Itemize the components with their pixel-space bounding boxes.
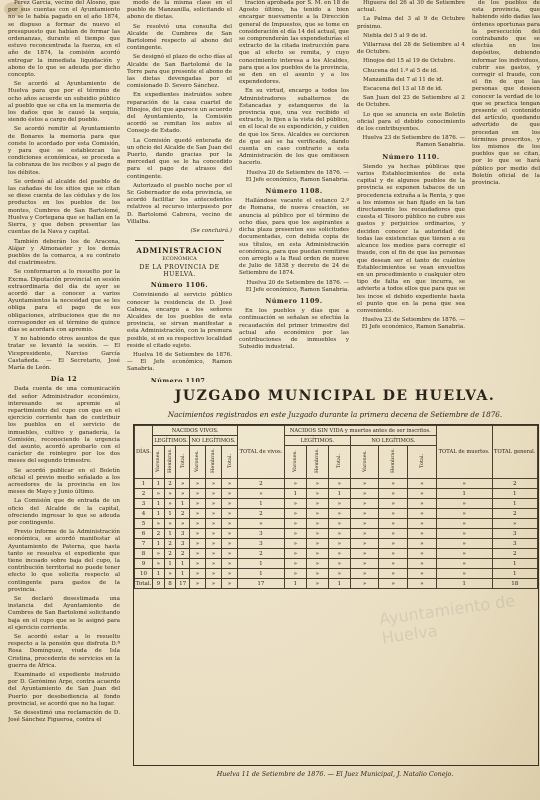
table-cell: » xyxy=(408,559,437,569)
table-cell: 17 xyxy=(176,579,190,589)
paragraph: Higuera del 26 al 30 de Setiembre actual. xyxy=(357,0,465,14)
table-cell: 1 xyxy=(153,569,165,579)
signature: Huelva 23 de Setiembre de 1876. — El Jefe económico, Ramon Sanabria. xyxy=(361,317,465,331)
table-cell: » xyxy=(436,549,492,559)
table-cell: 17 xyxy=(238,579,285,589)
paragraph: Hinojos del 15 al 19 de Octubre. xyxy=(363,58,456,65)
table-cell: » xyxy=(222,579,238,589)
table-row xyxy=(135,519,538,529)
table-cell: 1 xyxy=(492,559,537,569)
table-cell: 1 xyxy=(153,539,165,549)
table-cell: 1 xyxy=(238,499,285,509)
col-header-hembras xyxy=(164,446,176,479)
table-row xyxy=(135,569,538,579)
paragraph: Autorizado el pueblo noche por el Sr. Gobernador de esta provincia, se acordó facilitar los antecedentes relativos al recurso interpuesto por D. Bartolomé Cabrera, vecino de Villalba. xyxy=(127,182,232,225)
table-cell: 2 xyxy=(153,529,165,539)
paragraph: También deberán los de Aracena, Alájar y Almonaster y los demás pueblos de la comarca, a su contrato del cuatrimestre. xyxy=(8,238,120,267)
table-cell: » xyxy=(436,509,492,519)
col-header-hembras xyxy=(306,446,328,479)
paragraph: Se ordenó al alcalde del pueblo de las cañadas de los sitios que se citan se diese cuenta de las cédulas y de los productos en los pueblos de los montes, Cumbres de San Bartolomé, Huelva y Cortegana que se hallan en la Sierra, y que deben presentar las cuentas de la Nava y capital. xyxy=(8,178,120,236)
table-cell: » xyxy=(328,539,350,549)
paragraph: San Juan del 23 de Setiembre al 2 de Octubre. xyxy=(357,95,465,109)
to-be-continued: (Se concluirá.) xyxy=(190,228,232,235)
paragraph: Conviniendo al servicio público conocer la residencia de D. José Cabeza, encargo a los señores Alcaldes de los pueblos de esta provincia, se sirvan manifestar a esta Administración, con la premura posible, si en su respectivo localidad reside el citado sujeto. xyxy=(127,292,232,349)
col-header-label: Total. xyxy=(418,453,425,469)
table-cell: » xyxy=(436,529,492,539)
table-cell: » xyxy=(222,499,238,509)
paragraph: Lo que se anuncia en este Boletín oficial para el debido conocimiento de los contribuyentes. xyxy=(357,111,465,133)
table-row xyxy=(135,549,538,559)
table-cell: » xyxy=(205,579,221,589)
table-cell: » xyxy=(328,509,350,519)
col-header-total-dead: TOTAL de muertos. xyxy=(436,426,492,479)
col-header-label: Hembras. xyxy=(314,448,321,474)
table-cell: » xyxy=(205,489,221,499)
table-cell: » xyxy=(408,519,437,529)
table-cell: 3 xyxy=(135,499,153,509)
table-cell: » xyxy=(328,499,350,509)
paragraph: La Comisión que de entrada de un oficio del Alcalde de la capital, ofreciendo ingresar lo que se adeuda por contingente. xyxy=(8,498,120,527)
col-header-legit: LEGÍTIMOS. xyxy=(284,436,350,446)
paragraph: En los pueblos y días que a continuación se señalan se efectúa la recaudación del primer trimestre del actual año económico por las contribuciones de inmuebles y Subsidio industrial. xyxy=(239,308,349,351)
table-cell: » xyxy=(164,499,176,509)
table-cell: 3 xyxy=(238,539,285,549)
table-cell: » xyxy=(436,559,492,569)
table-cell: » xyxy=(350,539,379,549)
table-cell: » xyxy=(306,489,328,499)
table-cell: » xyxy=(350,479,379,489)
table-cell: » xyxy=(284,499,306,509)
table-cell: » xyxy=(379,519,408,529)
table-cell: » xyxy=(306,579,328,589)
table-cell: 1 xyxy=(328,489,350,499)
table-cell: » xyxy=(306,539,328,549)
table-cell: » xyxy=(436,539,492,549)
notice-number: Número 1108. xyxy=(265,187,323,196)
table-cell: 1 xyxy=(135,479,153,489)
table-cell: » xyxy=(205,549,221,559)
table-cell: » xyxy=(284,479,306,489)
table-cell: 5 xyxy=(135,519,153,529)
col-header-varones xyxy=(153,446,165,479)
table-cell: » xyxy=(408,489,437,499)
table-cell: » xyxy=(436,499,492,509)
table-cell: 8 xyxy=(164,579,176,589)
table-footer-signature: Huelva 11 de Setiembre de 1876. — El Juez Municipal, J. Natalio Conejo. xyxy=(216,770,454,778)
table-cell: » xyxy=(153,549,165,559)
table-cell: » xyxy=(222,549,238,559)
table-cell: » xyxy=(436,569,492,579)
table-cell: 8 xyxy=(135,549,153,559)
col-header-nonlegit: NO LEGÍTIMOS. xyxy=(350,436,436,446)
col-header-label: Hembras. xyxy=(210,448,217,474)
paragraph: Hallándose vacante el estanco 2.º de Romana, de nueva creación, se anuncia al público por el término de ocho días, para que los aspirantes a dicha plaza presenten sus solicitudes documentadas, con debida copia de sus títulos, en esta Administración económica, para que puedan remitirse con arreglo a la Real orden de nueve de Julio de 1838 y decreto de 24 de Setiembre de 1874. xyxy=(239,198,349,277)
table-cell: » xyxy=(189,519,205,529)
table-cell: » xyxy=(328,569,350,579)
notice-number: Número 1107. xyxy=(150,376,209,382)
table-cell: » xyxy=(284,539,306,549)
table-cell: » xyxy=(350,499,379,509)
table-cell: » xyxy=(328,479,350,489)
col-header-total-general: TOTAL general. xyxy=(492,426,537,479)
table-cell: » xyxy=(189,529,205,539)
table-cell: » xyxy=(379,569,408,579)
table-cell: » xyxy=(350,489,379,499)
col-header-label: Total. xyxy=(179,453,186,469)
table-cell: » xyxy=(408,509,437,519)
table-cell: 1 xyxy=(176,499,190,509)
paragraph: Se acordó estar a lo resuelto respecto a la pensión que disfruta D.ª Rosa Domínguez, viuda de Isla Cristina, procedente de servicios en la guerra de África. xyxy=(8,634,120,669)
col-header-label: Varones. xyxy=(194,450,201,472)
paragraph: Huelva 16 de Setiembre de 1876. — El Jefe económico, Ramon Sanabria. xyxy=(127,351,232,373)
table-cell: » xyxy=(379,539,408,549)
col-header-born-dead: NACIDOS SIN VIDA y muertos antes de ser inscritos. xyxy=(284,426,436,436)
table-cell: 1 xyxy=(153,509,165,519)
notice-number: Número 1110. xyxy=(382,152,440,161)
table-cell: » xyxy=(222,559,238,569)
table-cell: 1 xyxy=(492,569,537,579)
col-header-days: DÍAS. xyxy=(135,426,153,479)
table-cell: » xyxy=(205,509,221,519)
col-header-label: Total. xyxy=(336,453,343,469)
table-cell: » xyxy=(306,509,328,519)
table-cell: 2 xyxy=(176,549,190,559)
table-row xyxy=(135,499,538,509)
table-cell: 1 xyxy=(153,499,165,509)
table-cell: » xyxy=(408,569,437,579)
table-cell: » xyxy=(164,489,176,499)
table-cell: 1 xyxy=(436,489,492,499)
table-cell: » xyxy=(205,499,221,509)
paragraph: Siendo ya hechas públicas que varios Establecimientos de esta capital y de algunos pueblos de la provincia se exponen tabacos de un procedencia extraña a la Renta, y que a los mismos se han fijado en la tan directamente los recaudadores que cuesta el Tesoro público no cubre sus gastos y perjuicios ordinarios, y deciden conocer la autoridad de todas las existencias que tienen a su alcance los medios para corregir el fraude, con el fin de que las personas que desean ser el tanto de cuántos Establecimientos se vean envueltos en un procedimiento o cualquier otro tipo de falta en que incurra, se advierte a todos ellos que para que se les incoe el debido expediente hasta el punto que en la pena que sea conveniente. xyxy=(357,163,465,314)
table-cell: 2 xyxy=(135,489,153,499)
table-cell: » xyxy=(328,529,350,539)
signature: Huelva 20 de Setiembre de 1876. — El Jefe económico, Ramon Sanabria. xyxy=(245,279,349,293)
table-cell: » xyxy=(176,489,190,499)
table-cell: » xyxy=(328,519,350,529)
table-cell: » xyxy=(379,559,408,569)
table-cell: 1 xyxy=(238,569,285,579)
paragraph: Villarrasa del 28 de Setiembre al 4 de Octubre. xyxy=(357,42,465,56)
column-4 xyxy=(357,0,465,382)
table-cell: » xyxy=(153,489,165,499)
table-cell: » xyxy=(189,499,205,509)
table-cell: » xyxy=(328,549,350,559)
paragraph: modo de la misma clase en el pueblo de Manzanilla, solicitando el abono de dietas. xyxy=(127,0,232,21)
table-cell: » xyxy=(306,549,328,559)
table-cell: » xyxy=(284,569,306,579)
table-cell: » xyxy=(153,519,165,529)
table-cell: 1 xyxy=(284,489,306,499)
table-cell: » xyxy=(205,519,221,529)
table-cell: » xyxy=(176,519,190,529)
col-header-total-alive: TOTAL de vivos. xyxy=(238,426,285,479)
col-header-hembras xyxy=(205,446,221,479)
table-cell: 9 xyxy=(153,579,165,589)
table-cell: » xyxy=(379,489,408,499)
table-cell: 2 xyxy=(176,509,190,519)
col-header-born-alive: NACIDOS VIVOS. xyxy=(153,426,238,436)
paragraph: Se conformaron a lo resuelto por la Excma. Diputación provincial en sesión extraordinaria del día de ayer se acordó dar a conocer a varios Ayuntamientos la necesidad que se les obliga para el pago de sus obligaciones, atribuciones que de no corresponder en el término de quince días se acordará con apremio. xyxy=(8,269,120,333)
table-cell: 2 xyxy=(238,479,285,489)
col-header-total xyxy=(408,446,437,479)
table-cell: » xyxy=(379,499,408,509)
divider xyxy=(135,240,224,241)
table-cell: 3 xyxy=(492,539,537,549)
table-cell: » xyxy=(492,519,537,529)
section-title: JUZGADO MUNICIPAL DE HUELVA. xyxy=(174,388,496,404)
paragraph: En expedientes instruidos sobre reparación de la casa cuartel de Hinojos, del que aparece un acuerdo del Ayuntamiento, la Comisión acordó se remitan los autos al Consejo de Estado. xyxy=(127,92,232,135)
signature: Huelva 20 de Setiembre de 1876. — El Jefe económico, Ramon Sanabria. xyxy=(245,169,349,183)
table-cell: 10 xyxy=(135,569,153,579)
col-header-label: Hembras. xyxy=(390,448,397,474)
paragraph: Dada cuenta de una comunicación del señor Administrador económico, interesando se apremie al repartimiento del cupo con que en el ejercicio corriente han de contribuir los pueblos en el servicio de inmuebles, cultivo y ganadería, la Comisión, reconociendo la urgencia del asunto, acordó aprobarlo con el carácter de reintegro por los dos meses del segundo trimestre. xyxy=(8,386,120,465)
paragraph: Se acordó al Ayuntamiento de Huelva para que por el término de ocho años acuerde un subsidio público al pueblo que se cita en la memoria de los daños que le causó la sequía, siendo éstos a cargo del pueblo. xyxy=(8,81,120,124)
paragraph: Escacena del 13 al 18 de id. xyxy=(363,86,443,93)
paragraph: Se designó el plazo de ocho días al Alcalde de San Bartolomé de la Torre para que presente el abono de las dietas devengadas por el comisionado D. Severo Sánchez. xyxy=(127,54,232,90)
table-cell: 3 xyxy=(238,529,285,539)
table-cell: 2 xyxy=(164,549,176,559)
table-cell: » xyxy=(306,479,328,489)
table-cell: » xyxy=(408,549,437,559)
notice-number: Número 1109. xyxy=(265,296,323,305)
table-cell: » xyxy=(306,499,328,509)
paragraph: tración aprobada por S. M. en 18 de Agosto último, ha tenido a bien encargar nuevamente a la Dirección general de Impuestos, que se tome en consideración el día 14 del actual, que se comprenderán las expendedurías el extracto de la citada instrucción para que al efecto se remita, y cuyo conocimiento interesa a los Alcaldes, para que a los pueblos de la provincia, se den en el asunto y a los expendedores. xyxy=(239,0,349,86)
col-header-label: Varones. xyxy=(155,450,162,472)
table-cell: 2 xyxy=(492,479,537,489)
paragraph: En su virtud, encargo a todos los Administradores subalternos de Estancadas y estanqueros de la provincia que, una vez recibido el extracto, lo fijen a la vista del público, en el local de su expendición, y cuiden de que los Sres. Alcaldes se cercioren de que así se ha verificado, dando cuenta en caso contrario a esta Administración de los que omitiesen hacerlo. xyxy=(239,88,349,167)
table-cell: » xyxy=(408,539,437,549)
table-cell: 1 xyxy=(492,489,537,499)
table-cell: » xyxy=(284,559,306,569)
admin-title: ADMINISTRACION xyxy=(136,246,223,256)
table-cell: » xyxy=(379,579,408,589)
admin-province: DE LA PROVINCIA DE HUELVA. xyxy=(139,263,220,278)
births-register xyxy=(134,425,538,589)
table-cell: » xyxy=(350,529,379,539)
table-cell: » xyxy=(379,549,408,559)
table-row xyxy=(135,489,538,499)
col-header-total xyxy=(328,446,350,479)
table-cell: » xyxy=(436,479,492,489)
table-cell: » xyxy=(205,539,221,549)
signature: Huelva 23 de Setiembre de 1876. — Ramon Sanabria. xyxy=(362,135,465,149)
table-cell: » xyxy=(350,519,379,529)
col-header-nonlegit: NO LEGÍTIMOS. xyxy=(189,436,237,446)
table-cell: » xyxy=(222,479,238,489)
section-subtitle: Nacimientos registrados en este Juzgado durante la primera decena de Setiembre de 1876. xyxy=(167,410,503,419)
paragraph: Niebla del 5 al 9 de id. xyxy=(363,32,428,39)
table-cell: » xyxy=(436,519,492,529)
admin-subtitle: ECONÓMICA xyxy=(162,255,197,262)
table-row xyxy=(135,539,538,549)
table-cell: » xyxy=(328,559,350,569)
col-header-total xyxy=(222,446,238,479)
table-cell: 2 xyxy=(238,549,285,559)
table-cell: » xyxy=(222,529,238,539)
table-cell: » xyxy=(408,529,437,539)
paragraph: La Comisión quedó enterada de un oficio del Alcalde de San Juan del Puerto, dando gracias por la mercedad que se le ha concedido para el pago de atrasos del contingente. xyxy=(127,137,232,180)
table-cell: 2 xyxy=(492,549,537,559)
table-cell: » xyxy=(205,529,221,539)
table-cell: » xyxy=(189,549,205,559)
table-cell: 2 xyxy=(492,509,537,519)
table-cell: » xyxy=(306,569,328,579)
table-row xyxy=(135,559,538,569)
paragraph: Se desestimó una reclamación de D. José Sánchez Figueroa, contra el xyxy=(8,710,120,724)
table-cell: » xyxy=(238,489,285,499)
table-cell: 2 xyxy=(238,509,285,519)
table-cell: » xyxy=(164,569,176,579)
paragraph: Previo informe de la Administración económica, se acordó manifestar al Ayuntamiento de Paterna, que hasta tanto se resuelva el expediente que tiene incoado sobre baja del cupo, la contribución territorial no puede tener efecto lo que solicita respecto al contingente para gastos de la provincia. xyxy=(8,529,120,593)
paragraph: Se resolvió una consulta del Alcalde de Cumbres de San Bartolomé respecto al abono del contingente. xyxy=(127,23,232,52)
day-heading: Día 12 xyxy=(50,375,78,384)
paragraph: Se acordó remitir al Ayuntamiento de Bonares la memoria para que conste lo acordado por esta Comisión, y para que se establezcan las condiciones económicas, se proceda a la cobranza de los recibos y al pago de los débitos. xyxy=(8,126,120,176)
col-header-total xyxy=(176,446,190,479)
col-header-label: Varones. xyxy=(361,450,368,472)
table-cell: » xyxy=(205,569,221,579)
table-cell: 9 xyxy=(135,559,153,569)
table-cell: » xyxy=(176,479,190,489)
column-1 xyxy=(8,0,120,800)
table-cell: 1 xyxy=(436,579,492,589)
table-cell: 1 xyxy=(176,569,190,579)
table-cell: » xyxy=(306,529,328,539)
table-cell: » xyxy=(205,559,221,569)
col-header-varones xyxy=(189,446,205,479)
table-cell: » xyxy=(222,569,238,579)
table-cell: » xyxy=(164,519,176,529)
table-cell: » xyxy=(189,489,205,499)
table-cell: » xyxy=(379,529,408,539)
col-header-legit: LEGÍTIMOS. xyxy=(154,437,188,444)
table-cell: Total. xyxy=(135,580,152,587)
table-cell: » xyxy=(238,519,285,529)
watermark: Ayuntamiento de Huelva xyxy=(378,590,517,648)
col-header-label: Varones. xyxy=(292,450,299,472)
table-row xyxy=(135,529,538,539)
table-cell: 4 xyxy=(135,509,153,519)
table-cell: » xyxy=(189,559,205,569)
table-cell: » xyxy=(284,509,306,519)
table-cell: 1 xyxy=(153,479,165,489)
table-cell: » xyxy=(408,479,437,489)
table-cell: 1 xyxy=(164,559,176,569)
paragraph: de los pueblos de esta provincia, que habiendo sido dadas las órdenes oportunas para la persecución del contrabando que se efectúa en los depósitos, debiendo informar los individuos, cubrir sus gastos, y corregir el fraude, con el fin de que las personas que deseen conocer la verdad de lo que se practica tengan presente el contenido del artículo, quedando advertido de que procedan en los términos prescritos, y los mismos de los pueblos que se citan, por lo que se hará público por medio del Boletín oficial de la provincia. xyxy=(472,0,540,187)
table-cell: » xyxy=(189,569,205,579)
table-cell: » xyxy=(306,559,328,569)
table-cell: 1 xyxy=(238,559,285,569)
table-cell: » xyxy=(189,479,205,489)
table-cell: » xyxy=(306,519,328,529)
table-cell: » xyxy=(350,579,379,589)
table-cell: » xyxy=(189,509,205,519)
col-header-label: Total. xyxy=(226,453,233,469)
table-cell: » xyxy=(222,489,238,499)
paragraph: Se acordó publicar en el Boletín oficial el previo medio señalado a los acreedores de la provincia en los meses de Mayo y Junio último. xyxy=(8,467,120,496)
table-cell: » xyxy=(222,539,238,549)
table-cell: » xyxy=(350,549,379,559)
table-cell: 1 xyxy=(492,499,537,509)
table-row xyxy=(135,579,538,589)
table-cell: » xyxy=(408,499,437,509)
paragraph: Pérez García, vecino del Alosno, que por sus cuentas con el Ayuntamiento no se le había pagado en el año 1874, se dispuso a formar de nuevo el presupuesto que habían de formar las ordenanzas, durante el tiempo que estuvo reconcentrada la fuerza, en el año de 1874, la comisión acordó entregar la inmediata liquidación y abono de lo que se adeuda por dicho concepto. xyxy=(8,0,120,79)
table-row xyxy=(135,479,538,489)
table-cell: 3 xyxy=(492,529,537,539)
table-cell: » xyxy=(153,559,165,569)
paragraph: Y no habiendo otros asuntos de que tratar se levantó la sesión. — El Vicepresidente, Narciso García Castañeda. — El Secretario, José María de León. xyxy=(8,336,120,371)
table-cell: 1 xyxy=(328,579,350,589)
table-cell: 1 xyxy=(164,529,176,539)
table-cell: 6 xyxy=(135,529,153,539)
table-cell: 7 xyxy=(135,539,153,549)
col-header-hembras xyxy=(379,446,408,479)
col-header-varones xyxy=(350,446,379,479)
table-cell: 3 xyxy=(176,539,190,549)
table-cell: » xyxy=(379,509,408,519)
col-header-varones xyxy=(284,446,306,479)
table-cell: » xyxy=(350,509,379,519)
table-cell: 2 xyxy=(164,539,176,549)
table-cell: » xyxy=(350,569,379,579)
table-cell: 18 xyxy=(492,579,537,589)
paragraph: Manzanilla del 7 al 11 de id. xyxy=(363,76,444,83)
table-cell: 3 xyxy=(176,529,190,539)
column-5 xyxy=(472,0,540,382)
paragraph: Se declaró desestimada una instancia del Ayuntamiento de Cumbres de San Bartolomé solicitando baja en el cupo que se le asignó para el ejercicio corriente. xyxy=(8,596,120,631)
table-cell: » xyxy=(222,519,238,529)
table-cell: » xyxy=(408,579,437,589)
table-cell: » xyxy=(205,479,221,489)
paragraph: Examinado el expediente instruido por D. Gerónimo Arpe, contra acuerdo del Ayuntamiento de San Juan del Puerto por desobediencia al fondo provincial, se acordó que no ha lugar. xyxy=(8,672,120,707)
column-2 xyxy=(127,0,232,382)
table-row xyxy=(135,509,538,519)
col-header-label: Hembras. xyxy=(167,448,174,474)
column-3 xyxy=(239,0,349,382)
paragraph: Chucena del 1.º al 5 de id. xyxy=(363,67,438,74)
table-cell: » xyxy=(350,559,379,569)
paragraph: La Palma del 3 al 9 de Octubre próximo. xyxy=(357,16,465,30)
table-cell: » xyxy=(189,539,205,549)
table-cell: » xyxy=(284,549,306,559)
notice-number: Número 1106. xyxy=(150,281,209,290)
table-cell: » xyxy=(222,509,238,519)
table-cell: 1 xyxy=(176,559,190,569)
table-cell: » xyxy=(379,479,408,489)
table-cell: 2 xyxy=(164,479,176,489)
table-cell: » xyxy=(284,519,306,529)
table-cell: » xyxy=(284,529,306,539)
table-cell: » xyxy=(189,579,205,589)
table-cell: 1 xyxy=(284,579,306,589)
table-cell: 1 xyxy=(164,509,176,519)
